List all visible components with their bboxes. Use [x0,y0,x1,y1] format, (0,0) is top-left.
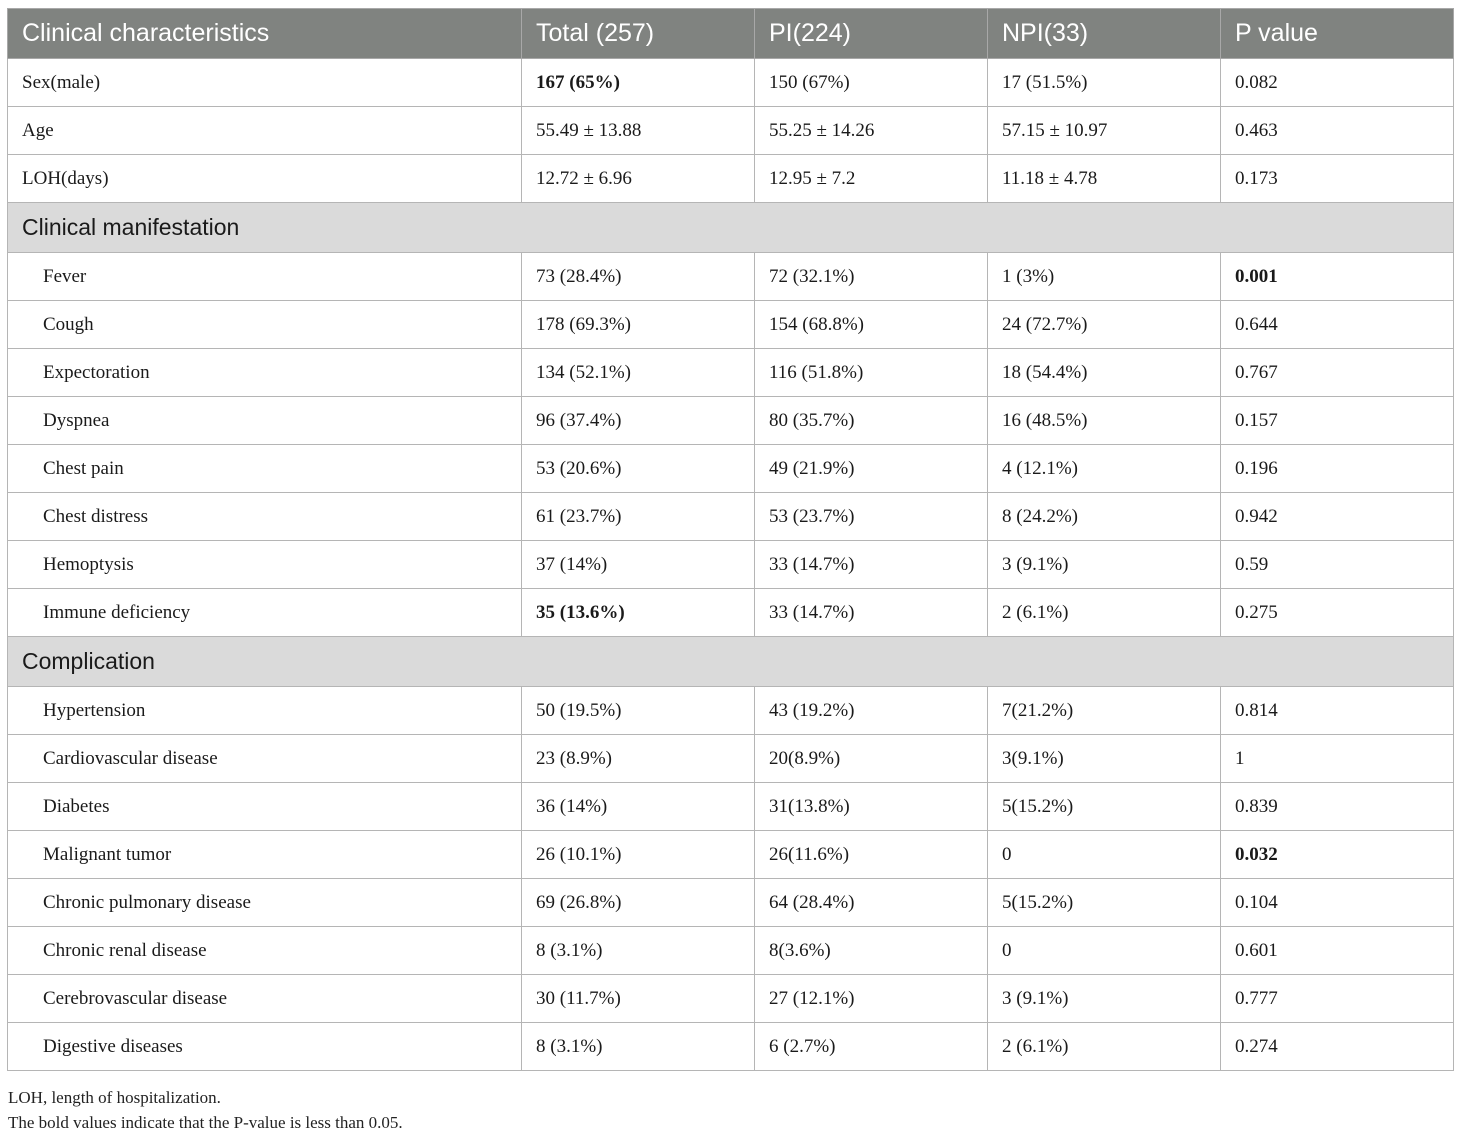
row-label: Hemoptysis [8,541,522,589]
cell-p-value: 0.942 [1221,493,1454,541]
section-title-clinical-manifestation: Clinical manifestation [8,203,1454,253]
table-row [8,687,1454,735]
cell-total: 50 (19.5%) [522,687,755,735]
table-row [8,107,1454,155]
header-pi: PI(224) [755,9,988,59]
row-label: LOH(days) [8,155,522,203]
section-header-row [8,203,1454,253]
row-label: Malignant tumor [8,831,522,879]
cell-p-value: 0.463 [1221,107,1454,155]
cell-pi: 20(8.9%) [755,735,988,783]
table-row [8,445,1454,493]
table-row [8,349,1454,397]
cell-p-value: 0.157 [1221,397,1454,445]
row-label: Fever [8,253,522,301]
cell-npi: 1 (3%) [988,253,1221,301]
cell-p-value: 0.173 [1221,155,1454,203]
cell-total: 8 (3.1%) [522,927,755,975]
row-label: Chest distress [8,493,522,541]
cell-pi: 43 (19.2%) [755,687,988,735]
cell-total: 96 (37.4%) [522,397,755,445]
table-row [8,1023,1454,1071]
table-row [8,493,1454,541]
table-row [8,301,1454,349]
cell-p-value: 0.032 [1221,831,1454,879]
cell-npi: 17 (51.5%) [988,59,1221,107]
footnote-loh: LOH, length of hospitalization. [8,1088,221,1107]
cell-total: 69 (26.8%) [522,879,755,927]
cell-npi: 24 (72.7%) [988,301,1221,349]
cell-total: 35 (13.6%) [522,589,755,637]
cell-npi: 2 (6.1%) [988,1023,1221,1071]
cell-pi: 33 (14.7%) [755,589,988,637]
cell-npi: 18 (54.4%) [988,349,1221,397]
cell-pi: 154 (68.8%) [755,301,988,349]
cell-npi: 0 [988,927,1221,975]
table-row [8,879,1454,927]
cell-total: 8 (3.1%) [522,1023,755,1071]
table-row [8,927,1454,975]
row-label: Hypertension [8,687,522,735]
cell-total: 134 (52.1%) [522,349,755,397]
table-row [8,397,1454,445]
cell-npi: 11.18 ± 4.78 [988,155,1221,203]
table-header-row [8,9,1454,59]
cell-total: 73 (28.4%) [522,253,755,301]
cell-p-value: 0.59 [1221,541,1454,589]
row-label: Chest pain [8,445,522,493]
row-label: Cardiovascular disease [8,735,522,783]
footnote-bold: The bold values indicate that the P-value is less than 0.05. [8,1113,403,1132]
cell-pi: 12.95 ± 7.2 [755,155,988,203]
cell-npi: 5(15.2%) [988,783,1221,831]
cell-npi: 4 (12.1%) [988,445,1221,493]
cell-p-value: 0.274 [1221,1023,1454,1071]
cell-p-value: 0.777 [1221,975,1454,1023]
table-footnotes [8,1085,403,1135]
cell-total: 178 (69.3%) [522,301,755,349]
cell-pi: 26(11.6%) [755,831,988,879]
cell-p-value: 0.644 [1221,301,1454,349]
header-npi: NPI(33) [988,9,1221,59]
row-label: Cough [8,301,522,349]
cell-pi: 80 (35.7%) [755,397,988,445]
table-row [8,975,1454,1023]
cell-pi: 72 (32.1%) [755,253,988,301]
cell-npi: 8 (24.2%) [988,493,1221,541]
cell-npi: 3(9.1%) [988,735,1221,783]
table-row [8,831,1454,879]
cell-pi: 53 (23.7%) [755,493,988,541]
row-label: Expectoration [8,349,522,397]
cell-pi: 55.25 ± 14.26 [755,107,988,155]
row-label: Diabetes [8,783,522,831]
cell-total: 61 (23.7%) [522,493,755,541]
row-label: Cerebrovascular disease [8,975,522,1023]
cell-p-value: 0.082 [1221,59,1454,107]
section-title-complication: Complication [8,637,1454,687]
cell-pi: 64 (28.4%) [755,879,988,927]
cell-pi: 8(3.6%) [755,927,988,975]
cell-npi: 5(15.2%) [988,879,1221,927]
row-label: Dyspnea [8,397,522,445]
table-row [8,59,1454,107]
cell-pi: 49 (21.9%) [755,445,988,493]
cell-pi: 116 (51.8%) [755,349,988,397]
cell-total: 53 (20.6%) [522,445,755,493]
cell-total: 167 (65%) [522,59,755,107]
row-label: Sex(male) [8,59,522,107]
cell-npi: 16 (48.5%) [988,397,1221,445]
cell-p-value: 0.196 [1221,445,1454,493]
cell-total: 30 (11.7%) [522,975,755,1023]
cell-npi: 57.15 ± 10.97 [988,107,1221,155]
table-row [8,253,1454,301]
cell-total: 55.49 ± 13.88 [522,107,755,155]
cell-npi: 2 (6.1%) [988,589,1221,637]
cell-p-value: 1 [1221,735,1454,783]
header-total: Total (257) [522,9,755,59]
cell-pi: 31(13.8%) [755,783,988,831]
cell-total: 36 (14%) [522,783,755,831]
cell-total: 26 (10.1%) [522,831,755,879]
cell-pi: 33 (14.7%) [755,541,988,589]
header-p-value: P value [1221,9,1454,59]
cell-npi: 3 (9.1%) [988,541,1221,589]
cell-p-value: 0.275 [1221,589,1454,637]
cell-p-value: 0.601 [1221,927,1454,975]
table-row [8,541,1454,589]
cell-npi: 7(21.2%) [988,687,1221,735]
table-row [8,155,1454,203]
cell-pi: 6 (2.7%) [755,1023,988,1071]
clinical-characteristics-table [7,8,1454,1071]
row-label: Age [8,107,522,155]
cell-p-value: 0.104 [1221,879,1454,927]
cell-pi: 27 (12.1%) [755,975,988,1023]
cell-npi: 0 [988,831,1221,879]
cell-pi: 150 (67%) [755,59,988,107]
row-label: Chronic pulmonary disease [8,879,522,927]
cell-total: 12.72 ± 6.96 [522,155,755,203]
cell-p-value: 0.001 [1221,253,1454,301]
row-label: Digestive diseases [8,1023,522,1071]
cell-npi: 3 (9.1%) [988,975,1221,1023]
table-row [8,783,1454,831]
cell-total: 37 (14%) [522,541,755,589]
cell-p-value: 0.767 [1221,349,1454,397]
cell-p-value: 0.814 [1221,687,1454,735]
row-label: Chronic renal disease [8,927,522,975]
table-row [8,589,1454,637]
section-header-row [8,637,1454,687]
cell-p-value: 0.839 [1221,783,1454,831]
header-characteristics: Clinical characteristics [8,9,522,59]
cell-total: 23 (8.9%) [522,735,755,783]
row-label: Immune deficiency [8,589,522,637]
table-row [8,735,1454,783]
